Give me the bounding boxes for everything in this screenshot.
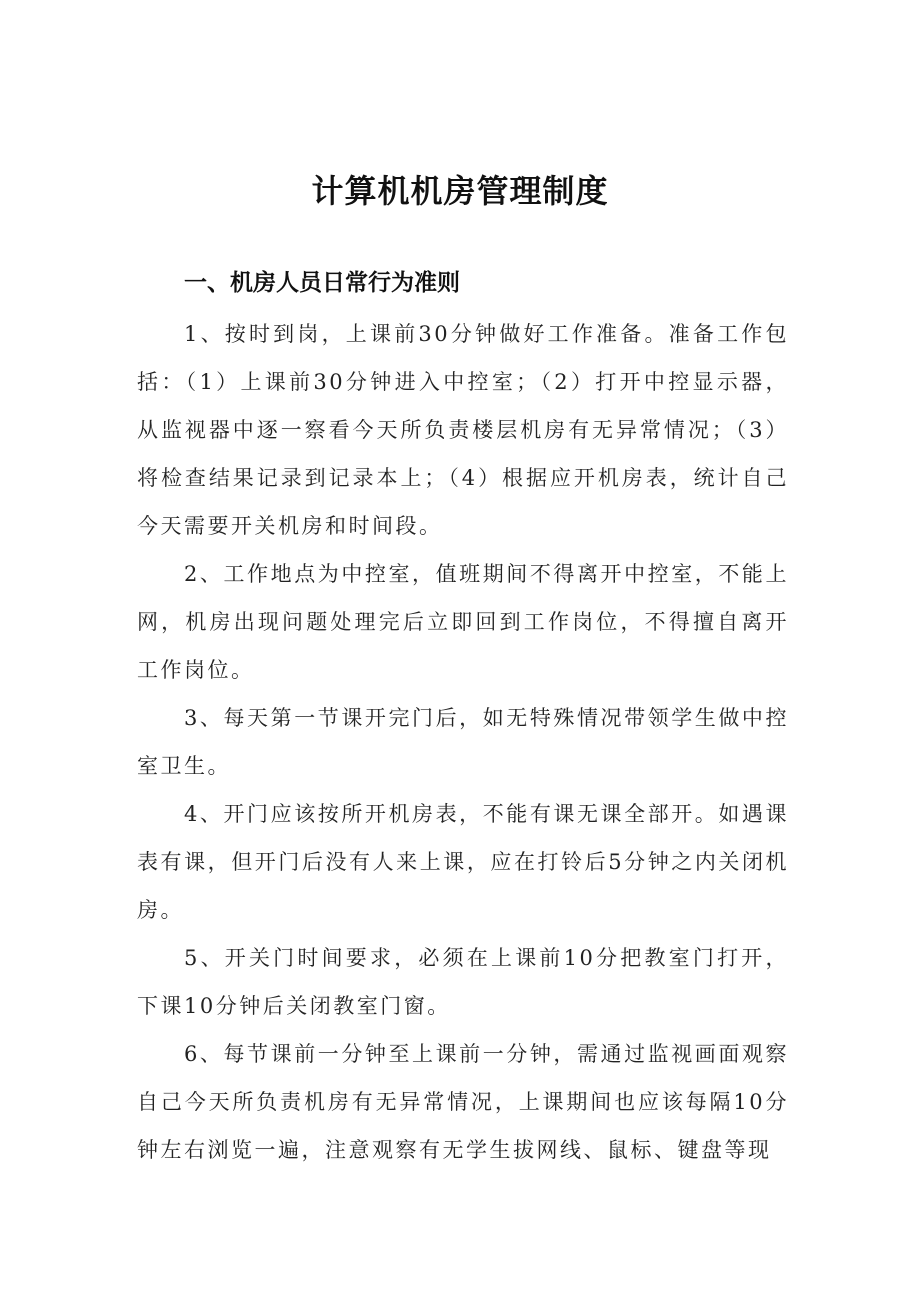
paragraph-3: 3、每天第一节课开完门后，如无特殊情况带领学生做中控室卫生。 <box>137 706 789 778</box>
paragraph-4: 4、开门应该按所开机房表，不能有课无课全部开。如遇课表有课，但开门后没有人来上课，应在打铃后5分钟之内关闭机房。 <box>137 802 789 922</box>
document-title: 计算机机房管理制度 <box>311 172 609 210</box>
paragraph-5: 5、开关门时间要求，必须在上课前10分把教室门打开，下课10分钟后关闭教室门窗。 <box>137 946 789 1018</box>
paragraph-1: 1、按时到岗，上课前30分钟做好工作准备。准备工作包括：（1）上课前30分钟进入中控室；（2）打开中控显示器，从监视器中逐一察看今天所负责楼层机房有无异常情况；（3）将检查结果记录到记录本上；（4）根据应开机房表，统计自己今天需要开关机房和时间段。 <box>137 322 789 538</box>
document-body <box>137 310 789 1174</box>
paragraph-6: 6、每节课前一分钟至上课前一分钟，需通过监视画面观察自己今天所负责机房有无异常情况，上课期间也应该每隔10分钟左右浏览一遍，注意观察有无学生拔网线、鼠标、键盘等现 <box>137 1042 789 1162</box>
section-heading: 一、机房人员日常行为准则 <box>184 270 460 296</box>
paragraph-2: 2、工作地点为中控室，值班期间不得离开中控室，不能上网，机房出现问题处理完后立即回到工作岗位，不得擅自离开工作岗位。 <box>137 562 789 682</box>
